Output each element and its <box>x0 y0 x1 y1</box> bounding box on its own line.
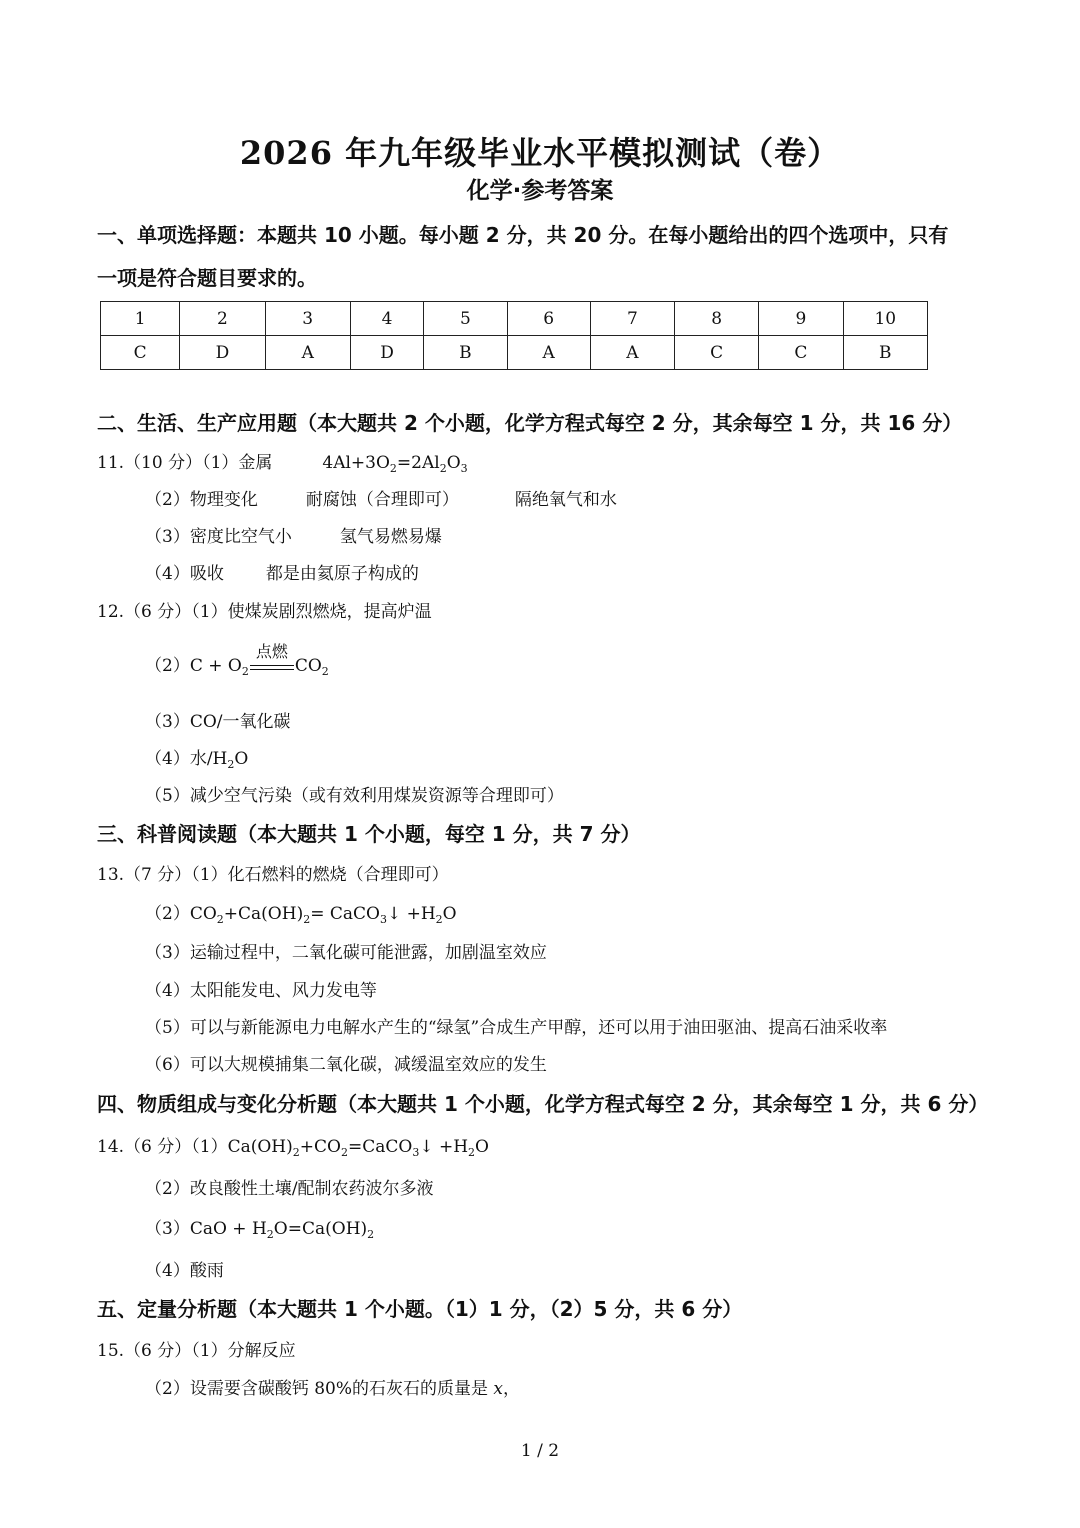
answer-cell: A <box>590 336 674 370</box>
q11-part4: （4）吸收 都是由氦原子构成的 <box>145 564 419 584</box>
question-number-cell: 6 <box>507 302 590 336</box>
q11-part1 <box>97 448 468 475</box>
section1-heading-line1: 一、单项选择题：本题共 10 小题。每小题 2 分，共 20 分。在每小题给出的四个选项中，只有 <box>97 223 949 247</box>
q14-part4: （4）酸雨 <box>145 1261 224 1281</box>
q15-part1: 15.（6 分）（1）分解反应 <box>97 1341 296 1361</box>
q11-equation: $4Al+3O_2=2Al_2O_3$ <box>322 453 468 475</box>
question-number-cell: 7 <box>590 302 674 336</box>
answer-cell: C <box>759 336 843 370</box>
q11-part3: （3）密度比空气小 氢气易燃易爆 <box>145 527 442 547</box>
question-number-cell: 1 <box>101 302 180 336</box>
section5-heading: 五、定量分析题（本大题共 1 个小题。（1）1 分，（2）5 分，共 6 分） <box>97 1297 743 1321</box>
q13-part3: （3）运输过程中，二氧化碳可能泄露，加剧温室效应 <box>145 943 547 963</box>
question-number-cell: 9 <box>759 302 843 336</box>
q13-part6: （6）可以大规模捕集二氧化碳，减缓温室效应的发生 <box>145 1055 547 1075</box>
variable-x: x <box>493 1379 504 1399</box>
q13-part4: （4）太阳能发电、风力发电等 <box>145 981 377 1001</box>
answer-cell: A <box>507 336 590 370</box>
answer-cell: D <box>350 336 423 370</box>
answer-table <box>100 301 928 370</box>
answer-cell: D <box>180 336 265 370</box>
q13-part5: （5）可以与新能源电力电解水产生的“绿氢”合成生产甲醇，还可以用于油田驱油、提高石油采收率 <box>145 1018 888 1038</box>
page-title: 2026 年九年级毕业水平模拟测试（卷） <box>239 134 841 172</box>
q15-part2: （2）设需要含碳酸钙 80%的石灰石的质量是 x， <box>145 1379 521 1399</box>
q12-part2: $(2)C + O_2$ 点燃 $CO_2$ <box>145 642 329 678</box>
page-number: 1 / 2 <box>520 1441 560 1461</box>
answer-cell: B <box>424 336 507 370</box>
q13-part2: $(2)CO_2+Ca(OH)_2=$ CaCO$_3$↓ $+H_2O$ <box>145 904 457 926</box>
answer-cell: B <box>843 336 927 370</box>
q12-part4: （4）水$/H_2O$ <box>145 749 249 771</box>
q11-part2: （2）物理变化 耐腐蚀（合理即可） 隔绝氧气和水 <box>145 490 617 510</box>
answer-cell: C <box>675 336 759 370</box>
page-subtitle: 化学·参考答案 <box>466 178 614 204</box>
q11-label: 11.（10 分）（1）金属 <box>97 453 273 473</box>
q12-part5: （5）减少空气污染（或有效利用煤炭资源等合理即可） <box>145 786 564 806</box>
answer-cell: C <box>101 336 180 370</box>
ignition-condition: 点燃 <box>250 663 294 670</box>
q13-part1: 13.（7 分）（1）化石燃料的燃烧（合理即可） <box>97 865 449 885</box>
q14-part3: $(3)CaO + H_2O=Ca(OH)_2$ <box>145 1219 375 1241</box>
question-number-cell: 2 <box>180 302 265 336</box>
question-number-cell: 8 <box>675 302 759 336</box>
answer-table-answer-row <box>101 336 928 370</box>
q12-part1: 12.（6 分）（1）使煤炭剧烈燃烧，提高炉温 <box>97 602 432 622</box>
q12-part3: （3）CO/一氧化碳 <box>145 712 291 732</box>
q14-part1: 14.（6 分）$(1)Ca(OH)_2+CO_2=CaCO_3↓ +H_2O$ <box>97 1137 489 1159</box>
section3-heading: 三、科普阅读题（本大题共 1 个小题，每空 1 分，共 7 分） <box>97 822 641 846</box>
q14-part2: （2）改良酸性土壤/配制农药波尔多液 <box>145 1179 434 1199</box>
question-number-cell: 5 <box>424 302 507 336</box>
section1-heading-line2: 一项是符合题目要求的。 <box>97 266 317 290</box>
section2-heading: 二、生活、生产应用题（本大题共 2 个小题，化学方程式每空 2 分，其余每空 1 分，共 16 分） <box>97 411 963 435</box>
section4-heading: 四、物质组成与变化分析题（本大题共 1 个小题，化学方程式每空 2 分，其余每空 1 分，共 6 分） <box>97 1092 989 1116</box>
answer-cell: A <box>265 336 350 370</box>
question-number-cell: 4 <box>350 302 423 336</box>
question-number-cell: 10 <box>843 302 927 336</box>
answer-table-number-row <box>101 302 928 336</box>
question-number-cell: 3 <box>265 302 350 336</box>
